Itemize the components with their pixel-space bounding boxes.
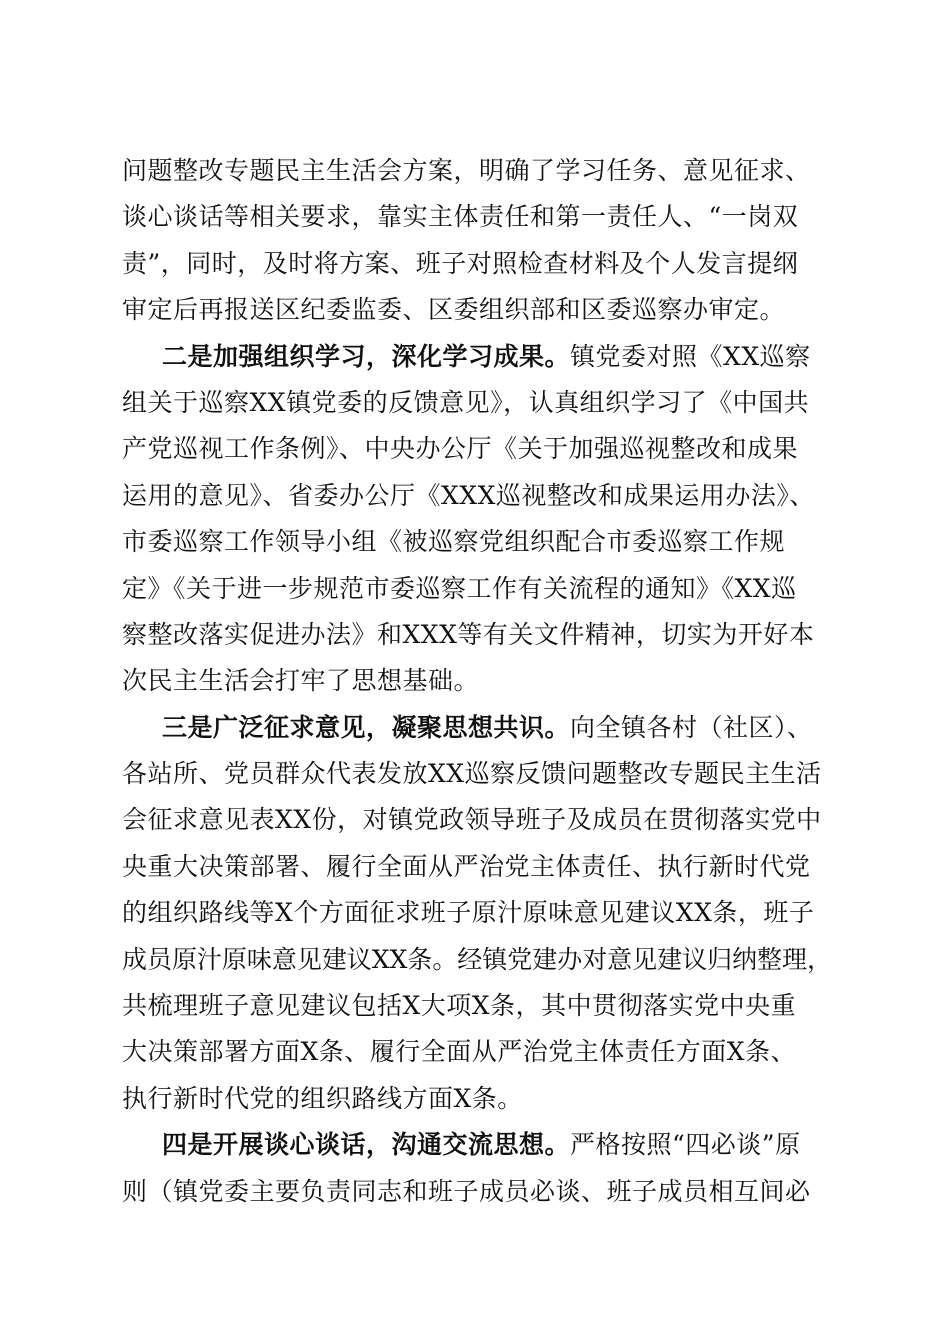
text-line: 大决策部署方面X条、履行全面从严治党主体责任方面X条、	[122, 1037, 797, 1067]
text-line: 责”，同时，及时将方案、班子对照检查材料及个人发言提纲	[122, 248, 799, 278]
text-line: 成员原汁原味意见建议XX条。经镇党建办对意见建议归纳整理，	[122, 944, 832, 974]
text-line: 审定后再报送区纪委监委、区委组织部和区委巡察办审定。	[122, 295, 786, 325]
text-line: 市委巡察工作领导小组《被巡察党组织配合市委巡察工作规	[122, 527, 786, 557]
paragraph-lead-heading: 二是加强组织学习，深化学习成果。	[162, 341, 571, 371]
text-line: 会征求意见表XX份，对镇党政领导班子及成员在贯彻落实党中	[122, 805, 822, 835]
paragraph-lead-heading: 三是广泛征求意见，凝聚思想共识。	[162, 712, 571, 742]
paragraph-lead-heading: 四是开展谈心谈话，沟通交流思想。	[162, 1130, 571, 1160]
paragraph-text: 镇党委对照《XX巡察	[570, 341, 811, 371]
text-line: 执行新时代党的组织路线方面X条。	[122, 1083, 523, 1113]
text-line: 次民主生活会打牢了思想基础。	[122, 666, 480, 696]
paragraph-first-line	[122, 1122, 832, 1168]
text-line: 运用的意见》、省委办公厅《XXX巡视整改和成果运用办法》、	[122, 480, 815, 510]
paragraph-first-line	[122, 705, 832, 751]
text-line: 谈心谈话等相关要求，靠实主体责任和第一责任人、“一岗双	[122, 202, 799, 232]
text-line: 组关于巡察XX镇党委的反馈意见》，认真组织学习了《中国共	[122, 387, 810, 417]
text-line: 则（镇党委主要负责同志和班子成员必谈、班子成员相互间必	[122, 1176, 811, 1206]
paragraph-text: 严格按照“四必谈”原	[570, 1130, 801, 1160]
text-line: 共梳理班子意见建议包括X大项X条，其中贯彻落实党中央重	[122, 991, 797, 1021]
text-line: 问题整改专题民主生活会方案，明确了学习任务、意见征求、	[122, 156, 811, 185]
text-line: 产党巡视工作条例》、中央办公厅《关于加强巡视整改和成果	[122, 434, 799, 464]
paragraph-first-line	[122, 334, 832, 380]
text-line: 的组织路线等X个方面征求班子原汁原味意见建议XX条，班子	[122, 898, 815, 928]
text-line: 各站所、党员群众代表发放XX巡察反馈问题整改专题民主生活	[122, 759, 822, 789]
text-line: 定》《关于进一步规范市委巡察工作有关流程的通知》《XX巡	[122, 573, 797, 603]
text-line: 察整改落实促进办法》和XXX等有关文件精神，切实为开好本	[122, 619, 815, 649]
text-line: 央重大决策部署、履行全面从严治党主体责任、执行新时代党	[122, 851, 811, 881]
document-body	[122, 148, 832, 1215]
paragraph-text: 向全镇各村（社区）、	[570, 712, 813, 742]
